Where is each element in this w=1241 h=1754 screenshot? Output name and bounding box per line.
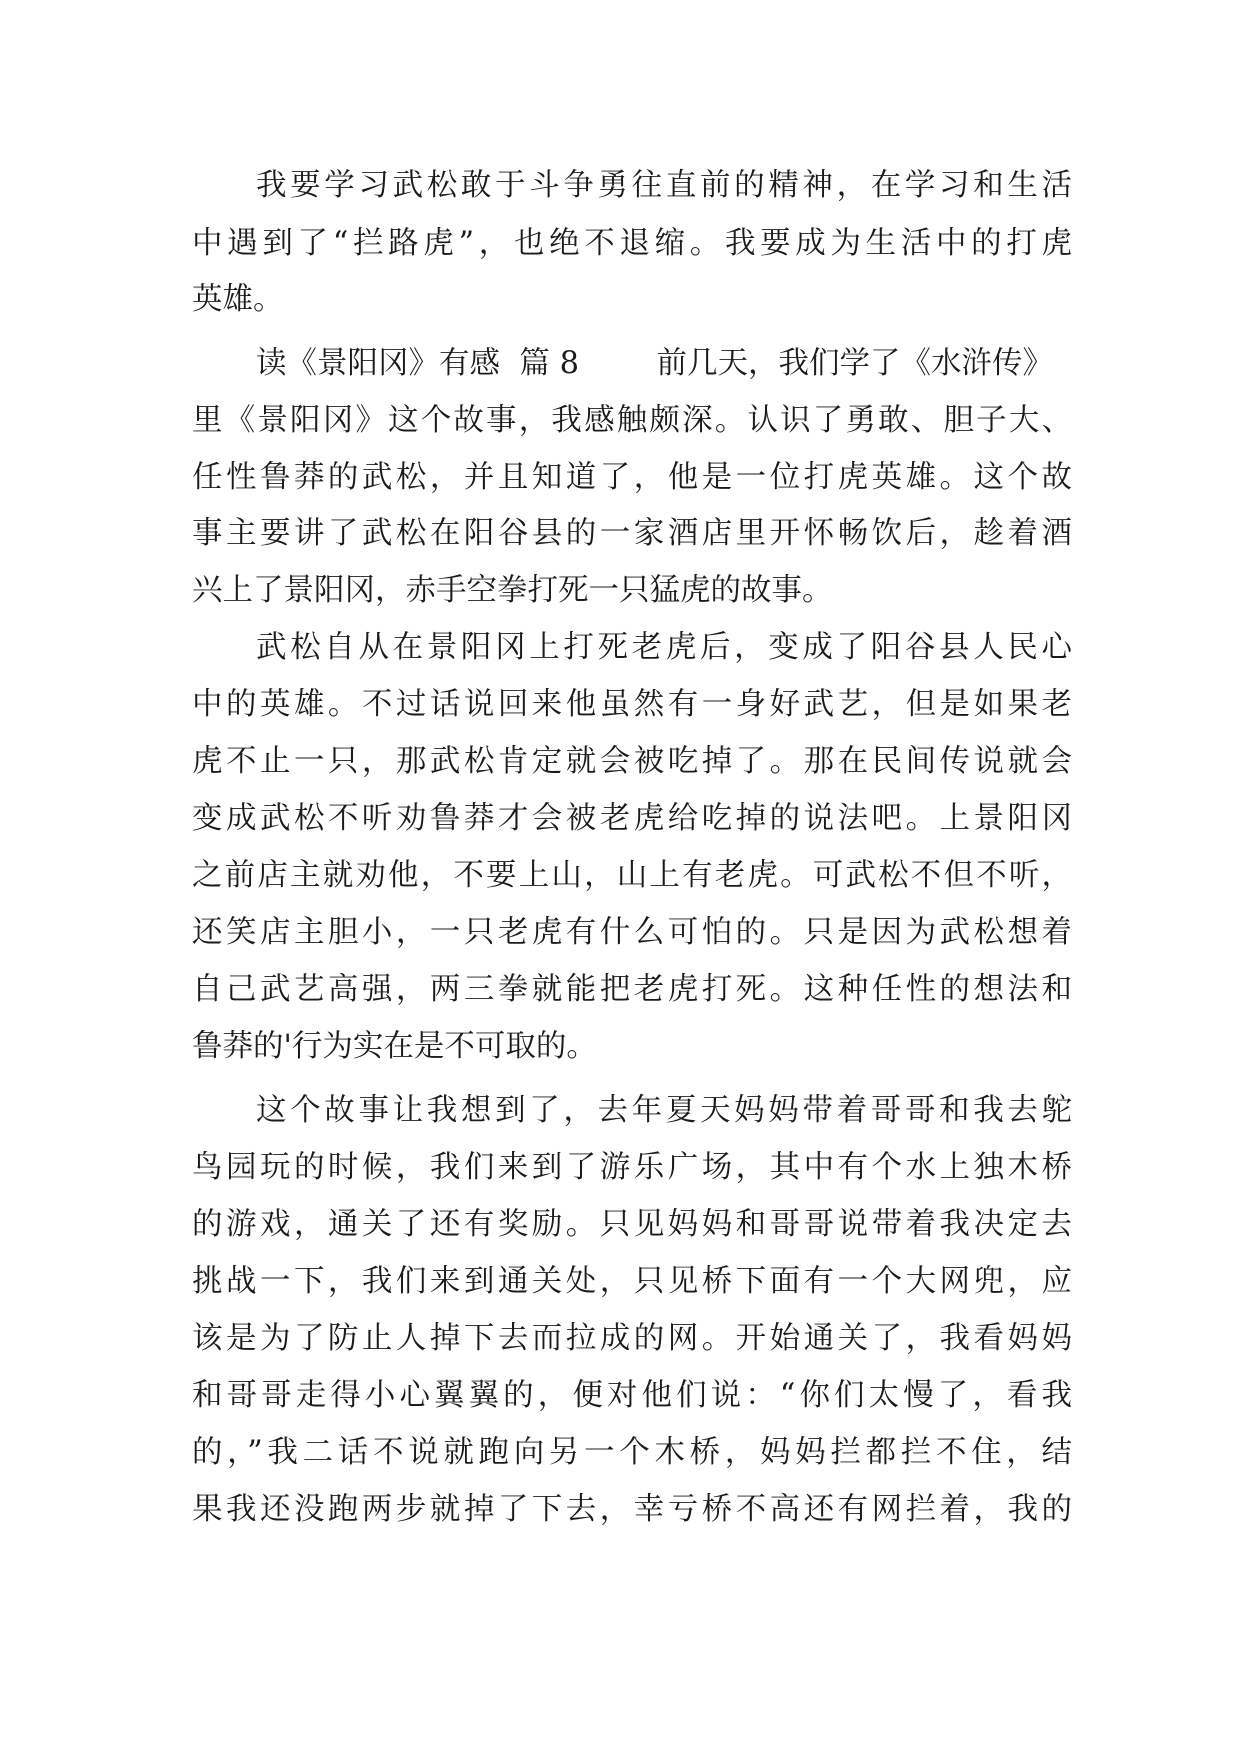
text-line: 我要学习武松敢于斗争勇往直前的精神，在学习和生活 [256, 168, 1072, 203]
text-line: 之前店主就劝他，不要上山，山上有老虎。可武松不但不听， [192, 858, 1072, 893]
section-heading-line: 读《景阳冈》有感 篇 8 前几天，我们学了《水浒传》 [256, 346, 1054, 381]
text-line: 果我还没跑两步就掉了下去，幸亏桥不高还有网拦着，我的 [192, 1492, 1072, 1527]
text-line: 事主要讲了武松在阳谷县的一家酒店里开怀畅饮后，趁着酒 [192, 516, 1072, 551]
text-line: 兴上了景阳冈，赤手空拳打死一只猛虎的故事。 [192, 573, 833, 608]
text-line: 变成武松不听劝鲁莽才会被老虎给吃掉的说法吧。上景阳冈 [192, 801, 1072, 836]
text-line: 任性鲁莽的武松，并且知道了，他是一位打虎英雄。这个故 [192, 460, 1072, 495]
text-line: 自己武艺高强，两三拳就能把老虎打死。这种任性的想法和 [192, 972, 1072, 1007]
text-line: 中的英雄。不过话说回来他虽然有一身好武艺，但是如果老 [192, 687, 1072, 722]
text-line: 中遇到了“拦路虎”，也绝不退缩。我要成为生活中的打虎 [192, 226, 1072, 261]
text-line: 该是为了防止人掉下去而拉成的网。开始通关了，我看妈妈 [192, 1321, 1072, 1356]
text-line: 鲁莽的'行为实在是不可取的。 [192, 1029, 597, 1064]
text-line: 的，”我二话不说就跑向另一个木桥，妈妈拦都拦不住，结 [192, 1435, 1072, 1470]
text-line: 还笑店主胆小，一只老虎有什么可怕的。只是因为武松想着 [192, 915, 1072, 950]
text-line: 虎不止一只，那武松肯定就会被吃掉了。那在民间传说就会 [192, 744, 1072, 779]
text-line: 武松自从在景阳冈上打死老虎后，变成了阳谷县人民心 [256, 630, 1072, 665]
text-line: 鸟园玩的时候，我们来到了游乐广场，其中有个水上独木桥 [192, 1150, 1072, 1185]
text-line: 挑战一下，我们来到通关处，只见桥下面有一个大网兜，应 [192, 1264, 1072, 1299]
text-line: 里《景阳冈》这个故事，我感触颇深。认识了勇敢、胆子大、 [192, 403, 1072, 438]
text-line: 的游戏，通关了还有奖励。只见妈妈和哥哥说带着我决定去 [192, 1207, 1072, 1242]
text-line: 英雄。 [192, 282, 284, 317]
text-line: 和哥哥走得小心翼翼的，便对他们说：“你们太慢了，看我 [192, 1378, 1072, 1413]
text-line: 这个故事让我想到了，去年夏天妈妈带着哥哥和我去鸵 [256, 1093, 1072, 1128]
